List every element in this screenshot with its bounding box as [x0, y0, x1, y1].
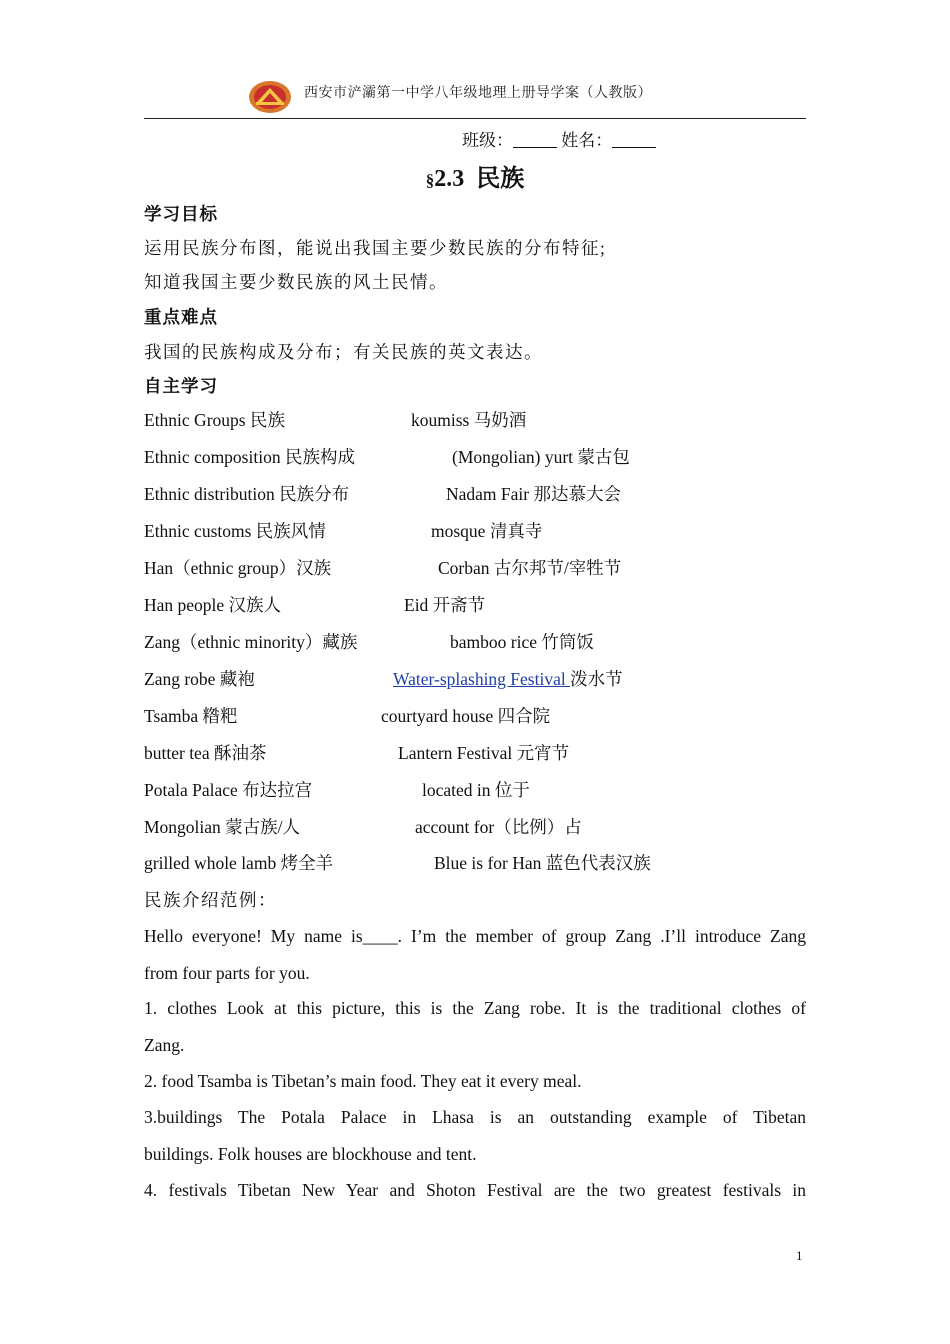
section-title: 民族	[476, 166, 525, 192]
page-title	[0, 158, 950, 193]
section-mark: §	[425, 171, 435, 190]
key-points-text: 我国的民族构成及分布；有关民族的英文表达。	[144, 342, 543, 362]
vocab-left-7: Zang（ethnic minority）藏族	[144, 632, 358, 652]
vocab-left-10: butter tea 酥油茶	[144, 743, 267, 763]
header-title: 西安市浐灞第一中学八年级地理上册导学案（人教版）	[304, 86, 652, 101]
intro-part-b: . I’m the member of group Zang .I’ll introduce Zang	[397, 926, 806, 946]
intro-part-a: Hello everyone! My name is	[144, 926, 363, 946]
vocab-left-5: Han（ethnic group）汉族	[144, 558, 332, 578]
vocab-right-1: koumiss 马奶酒	[411, 410, 527, 430]
vocab-left-9: Tsamba 糌粑	[144, 706, 238, 726]
vocab-right-2: (Mongolian) yurt 蒙古包	[452, 447, 630, 467]
vocab-right-10: Lantern Festival 元宵节	[398, 743, 570, 763]
key-points-heading: 重点难点	[144, 307, 218, 327]
vocab-right-11: located in 位于	[422, 780, 530, 800]
vocab-left-1: Ethnic Groups 民族	[144, 410, 285, 430]
vocab-left-6: Han people 汉族人	[144, 595, 282, 615]
vocab-right-8	[393, 667, 623, 691]
intro-blank: ____	[362, 926, 398, 946]
class-label: 班级：	[462, 131, 513, 150]
section-number: 2.3	[434, 166, 465, 192]
vocab-right-12: account for（比例）占	[415, 817, 582, 837]
clothes-line-1: 1. clothes Look at this picture, this is the Zang robe. It is the traditional clothes of	[144, 998, 806, 1018]
vocab-right-9: courtyard house 四合院	[381, 706, 551, 726]
vocab-left-11: Potala Palace 布达拉宫	[144, 780, 313, 800]
festivals-line-1: 4. festivals Tibetan New Year and Shoton Festival are the two greatest festivals in	[144, 1180, 806, 1200]
page-number: 1	[796, 1248, 803, 1263]
example-intro-line-2: from four parts for you.	[144, 963, 310, 983]
vocab-right-5: Corban 古尔邦节/宰牲节	[438, 558, 622, 578]
example-heading: 民族介绍范例：	[144, 890, 277, 910]
vocab-right-4: mosque 清真寺	[431, 521, 543, 541]
page-header	[144, 78, 806, 119]
water-splashing-festival-link[interactable]: Water-splashing Festival	[393, 669, 571, 689]
vocab-left-2: Ethnic composition 民族构成	[144, 447, 355, 467]
school-logo-icon	[248, 80, 292, 114]
vocab-right-7: bamboo rice 竹筒饭	[450, 632, 594, 652]
vocab-left-4: Ethnic customs 民族风情	[144, 521, 326, 541]
buildings-line-1: 3.buildings The Potala Palace in Lhasa is an outstanding example of Tibetan	[144, 1107, 806, 1127]
name-label: 姓名：	[561, 131, 613, 150]
vocab-left-12: Mongolian 蒙古族/人	[144, 817, 301, 837]
vocab-right-3: Nadam Fair 那达慕大会	[446, 484, 621, 504]
self-study-heading: 自主学习	[144, 376, 218, 396]
vocab-right-8-cn: 泼水节	[570, 669, 623, 689]
goals-heading: 学习目标	[144, 204, 218, 224]
goal-item-2: 知道我国主要少数民族的风土民情。	[144, 272, 448, 292]
buildings-line-2: buildings. Folk houses are blockhouse and tent.	[144, 1144, 477, 1164]
class-blank	[513, 147, 557, 148]
vocab-left-13: grilled whole lamb 烤全羊	[144, 853, 334, 873]
name-blank	[612, 147, 656, 148]
vocab-left-8: Zang robe 藏袍	[144, 669, 255, 689]
clothes-line-2: Zang.	[144, 1035, 185, 1055]
vocab-right-6: Eid 开斋节	[404, 595, 486, 615]
class-name-line	[462, 126, 656, 151]
vocab-left-3: Ethnic distribution 民族分布	[144, 484, 350, 504]
goal-item-1: 运用民族分布图，能说出我国主要少数民族的分布特征;	[144, 238, 607, 258]
food-line: 2. food Tsamba is Tibetan’s main food. They eat it every meal.	[144, 1071, 582, 1091]
example-intro-line-1	[144, 924, 806, 948]
vocab-right-13: Blue is for Han 蓝色代表汉族	[434, 853, 651, 873]
